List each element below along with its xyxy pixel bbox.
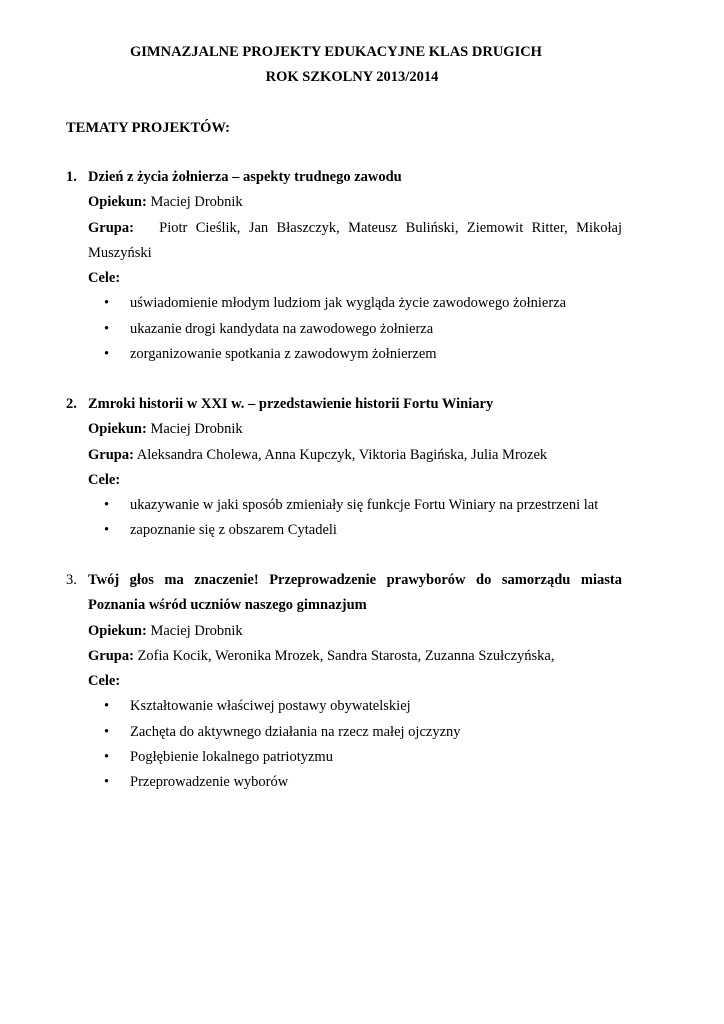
project-title: Dzień z życia żołnierza – aspekty trudnego zawodu bbox=[88, 169, 402, 185]
goal-text: Pogłębienie lokalnego patriotyzmu bbox=[130, 749, 333, 766]
cele-line bbox=[88, 266, 622, 291]
goal-text: ukazywanie w jaki sposób zmieniały się funkcje Fortu Winiary na przestrzeni lat bbox=[130, 497, 599, 514]
project-title: Twój głos ma znaczenie! Przeprowadzenie prawyborów do samorządu miasta Poznania wśród uczniów naszego gimnazjum bbox=[88, 572, 622, 614]
cele-label: Cele: bbox=[88, 471, 121, 488]
section-heading: TEMATY PROJEKTÓW: bbox=[66, 120, 230, 136]
bullet-icon: • bbox=[104, 320, 110, 337]
goals-list bbox=[66, 694, 622, 795]
opiekun-label: Opiekun: bbox=[88, 194, 147, 211]
goal-text: uświadomienie młodym ludziom jak wygląda życie zawodowego żołnierza bbox=[130, 295, 567, 312]
bullet-icon: • bbox=[104, 295, 110, 312]
grupa-value: Aleksandra Cholewa, Anna Kupczyk, Viktoria Bagińska, Julia Mrozek bbox=[136, 446, 548, 463]
bullet-icon: • bbox=[104, 698, 110, 715]
goals-list bbox=[66, 493, 622, 544]
grupa-label: Grupa: bbox=[88, 446, 134, 463]
list-item bbox=[104, 493, 622, 518]
goal-text: zorganizowanie spotkania z zawodowym żołnierzem bbox=[130, 346, 437, 363]
bullet-icon: • bbox=[104, 522, 110, 539]
project-3 bbox=[66, 568, 622, 796]
project-title-row bbox=[66, 165, 622, 190]
opiekun-value: Maciej Drobnik bbox=[150, 421, 243, 438]
bullet-icon: • bbox=[104, 723, 110, 740]
bullet-icon: • bbox=[104, 774, 110, 791]
grupa-line bbox=[88, 644, 622, 669]
list-item bbox=[104, 518, 622, 543]
list-item bbox=[104, 694, 622, 719]
list-item bbox=[104, 720, 622, 745]
list-item bbox=[104, 770, 622, 795]
goal-text: Przeprowadzenie wyborów bbox=[130, 774, 289, 791]
goal-text: Zachęta do aktywnego działania na rzecz małej ojczyzny bbox=[130, 723, 461, 740]
grupa-value: Zofia Kocik, Weronika Mrozek, Sandra Starosta, Zuzanna Szułczyńska, bbox=[137, 647, 555, 664]
project-title-row bbox=[66, 568, 622, 619]
opiekun-value: Maciej Drobnik bbox=[150, 622, 243, 639]
project-title: Zmroki historii w XXI w. – przedstawienie historii Fortu Winiary bbox=[88, 396, 494, 412]
opiekun-value: Maciej Drobnik bbox=[150, 194, 243, 211]
opiekun-label: Opiekun: bbox=[88, 622, 147, 639]
list-item bbox=[104, 745, 622, 770]
grupa-label: Grupa: bbox=[88, 647, 134, 664]
project-number: 3. bbox=[66, 572, 77, 588]
list-item bbox=[104, 342, 622, 367]
list-item bbox=[104, 291, 622, 316]
grupa-line bbox=[88, 216, 622, 267]
goal-text: ukazanie drogi kandydata na zawodowego żołnierza bbox=[130, 320, 434, 337]
cele-label: Cele: bbox=[88, 673, 121, 690]
bullet-icon: • bbox=[104, 346, 110, 363]
opiekun-label: Opiekun: bbox=[88, 421, 147, 438]
document-title: GIMNAZJALNE PROJEKTY EDUKACYJNE KLAS DRUGICH bbox=[130, 44, 542, 60]
project-number: 1. bbox=[66, 169, 77, 185]
goal-text: Kształtowanie właściwej postawy obywatelskiej bbox=[130, 698, 411, 715]
bullet-icon: • bbox=[104, 749, 110, 766]
project-number: 2. bbox=[66, 396, 77, 412]
bullet-icon: • bbox=[104, 497, 110, 514]
list-item bbox=[104, 317, 622, 342]
opiekun-line bbox=[88, 190, 622, 215]
school-year-subtitle: ROK SZKOLNY 2013/2014 bbox=[265, 69, 439, 85]
cele-line bbox=[88, 468, 622, 493]
project-2 bbox=[66, 392, 622, 544]
grupa-label: Grupa: bbox=[88, 219, 134, 236]
cele-label: Cele: bbox=[88, 270, 121, 287]
project-1 bbox=[66, 165, 622, 367]
grupa-line bbox=[88, 443, 622, 468]
cele-line bbox=[88, 669, 622, 694]
goals-list bbox=[66, 291, 622, 367]
opiekun-line bbox=[88, 619, 622, 644]
grupa-value: Piotr Cieślik, Jan Błaszczyk, Mateusz Buliński, Ziemowit Ritter, Mikołaj Muszyński bbox=[88, 219, 623, 261]
goal-text: zapoznanie się z obszarem Cytadeli bbox=[130, 522, 337, 539]
opiekun-line bbox=[88, 417, 622, 442]
project-title-row bbox=[66, 392, 622, 417]
